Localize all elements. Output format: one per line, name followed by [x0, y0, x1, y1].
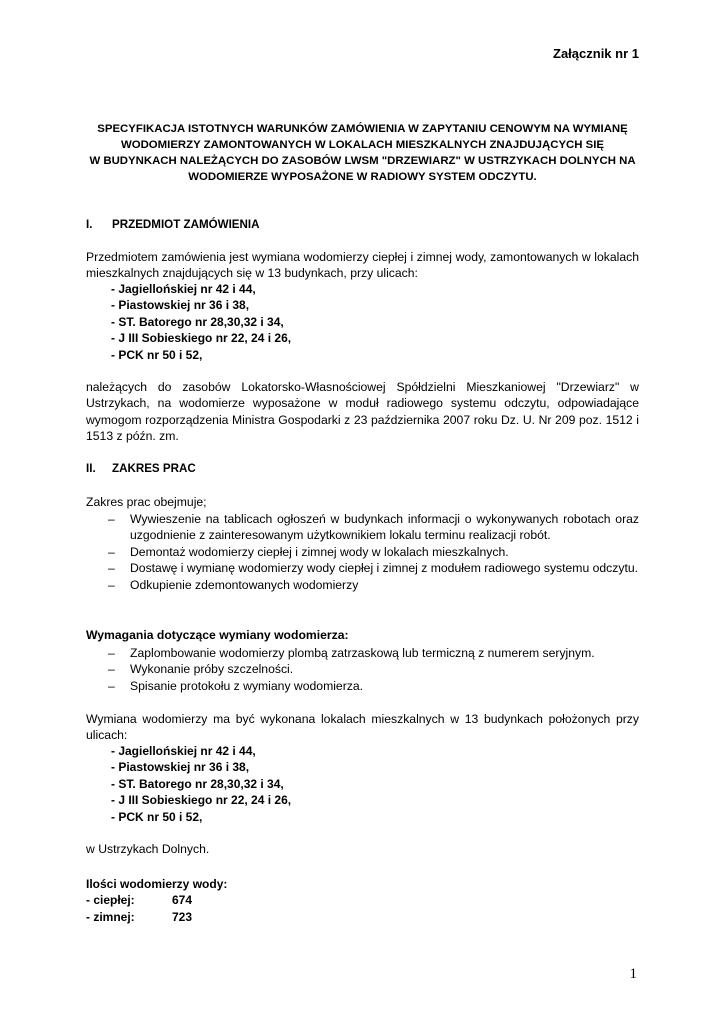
count-row — [86, 909, 227, 925]
title-line: W BUDYNKACH NALEŻĄCYCH DO ZASOBÓW LWSM "DRZEWIARZ" W USTRZYKACH DOLNYCH NA — [89, 155, 636, 167]
dash-bullet: – — [108, 662, 115, 677]
title-line: SPECYFIKACJA ISTOTNYCH WARUNKÓW ZAMÓWIENIA W ZAPYTANIU CENOWYM NA WYMIANĘ — [97, 123, 628, 135]
street-item: - J III Sobieskiego nr 22, 24 i 26, — [111, 793, 292, 808]
street-item: - PCK nr 50 i 52, — [111, 809, 203, 824]
street-item: - Jagiellońskiej nr 42 i 44, — [111, 282, 256, 296]
requirements-heading: Wymagania dotyczące wymiany wodomierza: — [86, 628, 349, 642]
section-1-heading — [86, 218, 260, 231]
document-title — [86, 121, 639, 185]
street-item: - ST. Batorego nr 28,30,32 i 34, — [111, 776, 284, 791]
location-intro: Wymiana wodomierzy ma być wykonana lokalach mieszkalnych w 13 budynkach położonych przy ulicach: — [86, 712, 639, 743]
title-line: WODOMIERZE WYPOSAŻONE W RADIOWY SYSTEM ODCZYTU. — [188, 171, 537, 183]
counts-heading: Ilości wodomierzy wody: — [86, 877, 228, 891]
meter-counts — [86, 876, 227, 925]
dash-bullet: – — [108, 577, 115, 592]
street-item: - Piastowskiej nr 36 i 38, — [111, 298, 250, 313]
section-2-intro: Zakres prac obejmuje; — [86, 495, 207, 509]
section-2-heading — [86, 462, 196, 475]
section-number: II. — [86, 462, 96, 475]
section-title: PRZEDMIOT ZAMÓWIENIA — [112, 218, 260, 231]
list-item: – Dostawę i wymianę wodomierzy wody ciepłej i zimnej z modułem radiowego systemu odczytu. — [108, 561, 639, 576]
section-title: ZAKRES PRAC — [112, 462, 196, 475]
dash-bullet: – — [108, 544, 115, 559]
count-row — [86, 892, 227, 908]
count-value: 723 — [172, 909, 193, 924]
list-item: – Odkupienie zdemontowanych wodomierzy — [108, 577, 359, 592]
list-item: – Wykonanie próby szczelności. — [108, 662, 294, 677]
list-item: – Wywieszenie na tablicach ogłoszeń w budynkach informacji o wykonywanych robotach oraz uzgodnienie z zainteresowanym użytkownikiem lokalu terminu realizacji robót. — [108, 512, 639, 543]
title-line: WODOMIERZY ZAMONTOWANYCH W LOKALACH MIESZKALNYCH ZNAJDUJĄCYCH SIĘ — [120, 139, 605, 151]
page-number: 1 — [629, 966, 637, 982]
list-item: – Demontaż wodomierzy ciepłej i zimnej wody w lokalach mieszkalnych. — [108, 544, 509, 559]
work-scope-list — [86, 511, 639, 593]
annex-label: Załącznik nr 1 — [553, 46, 639, 61]
dash-bullet: – — [108, 561, 115, 576]
street-item: - J III Sobieskiego nr 22, 24 i 26, — [111, 331, 292, 346]
section-1-outro: należących do zasobów Lokatorsko-Własnościowej Spółdzielni Mieszkaniowej "Drzewiarz" w Ustrzykach, na wodomierze wyposażone w moduł radiowego systemu odczytu, odpowiadające wymogom rozporządzenia Ministra Gospodarki z 23 października 2007 roku Dz. U. Nr 209 poz. 1512 i 1513 z późn. zm. — [86, 380, 639, 444]
count-value: 674 — [172, 893, 193, 908]
count-label: - zimnej: — [86, 909, 135, 924]
section-number: I. — [86, 218, 93, 231]
dash-bullet: – — [108, 678, 115, 693]
count-label: - ciepłej: — [86, 893, 135, 908]
street-item: - Piastowskiej nr 36 i 38, — [111, 760, 250, 775]
requirements-list — [86, 645, 639, 694]
list-item: – Zaplombowanie wodomierzy plombą zatrzaskową lub termiczną z numerem seryjnym. — [108, 646, 595, 660]
street-item: - ST. Batorego nr 28,30,32 i 34, — [111, 314, 284, 329]
dash-bullet: – — [108, 646, 115, 660]
street-list — [111, 281, 291, 363]
section-1-intro: Przedmiotem zamówienia jest wymiana wodomierzy ciepłej i zimnej wody, zamontowanych w lokalach mieszkalnych znajdujących się w 13 budynkach, przy ulicach: — [86, 250, 639, 281]
dash-bullet: – — [108, 512, 115, 526]
street-item: - Jagiellońskiej nr 42 i 44, — [111, 744, 256, 758]
street-item: - PCK nr 50 i 52, — [111, 347, 203, 362]
list-item: – Spisanie protokołu z wymiany wodomierza. — [108, 678, 364, 693]
location-town: w Ustrzykach Dolnych. — [86, 842, 210, 856]
street-list — [111, 743, 291, 825]
